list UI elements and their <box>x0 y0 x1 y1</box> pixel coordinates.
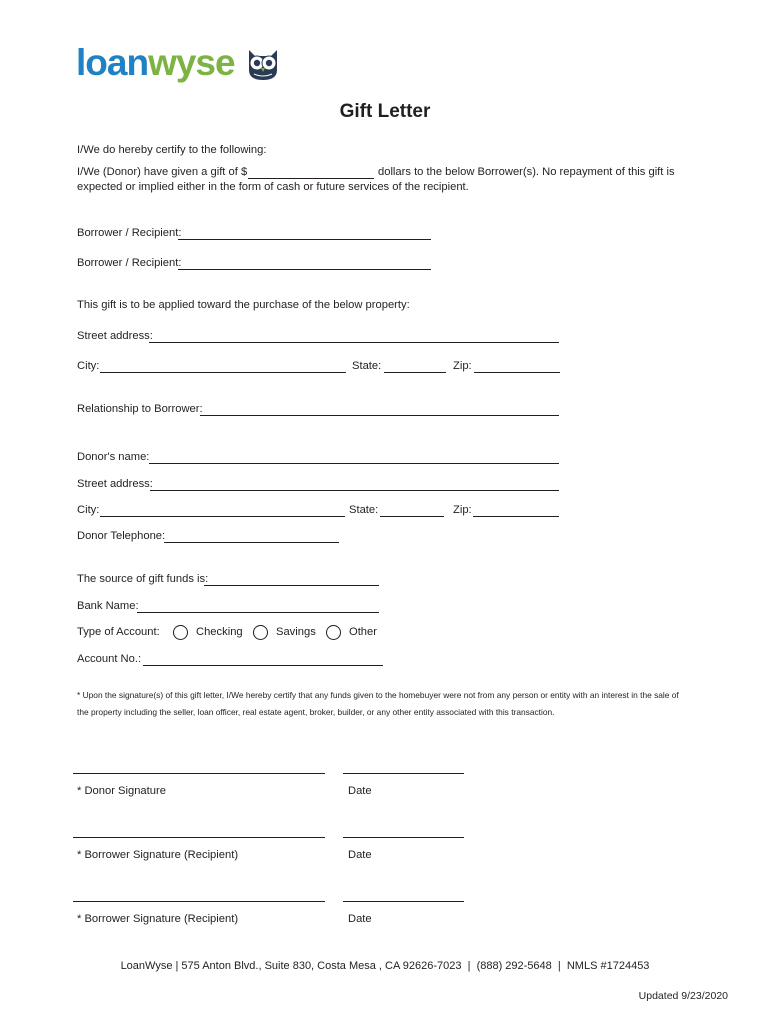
checking-radio[interactable] <box>173 625 188 640</box>
donor-date-label: Date <box>348 785 372 797</box>
donor-name-field[interactable] <box>149 463 559 464</box>
footer-contact: LoanWyse | 575 Anton Blvd., Suite 830, Costa Mesa , CA 92626-7023 | (888) 292-5648 | NMLS #1724453 <box>120 960 650 972</box>
bank-name-label: Bank Name: <box>77 600 139 612</box>
borrower-date-line-2[interactable] <box>343 901 464 902</box>
donor-telephone-label: Donor Telephone: <box>77 530 166 542</box>
borrower-date-label-1: Date <box>348 849 372 861</box>
checking-label: Checking <box>196 626 243 638</box>
borrower-field-2[interactable] <box>178 269 431 270</box>
funds-source-label: The source of gift funds is: <box>77 573 209 585</box>
borrower-signature-line-2[interactable] <box>73 901 325 902</box>
borrower-signature-label-1: * Borrower Signature (Recipient) <box>77 849 239 861</box>
borrower-signature-label-2: * Borrower Signature (Recipient) <box>77 913 239 925</box>
property-city-field[interactable] <box>100 372 346 373</box>
relationship-label: Relationship to Borrower: <box>77 403 203 415</box>
gift-statement-line2: expected or implied either in the form of cash or future services of the recipient. <box>77 181 469 193</box>
account-no-field[interactable] <box>143 665 383 666</box>
donor-state-label: State: <box>349 504 379 516</box>
logo-text-loan: loan <box>76 42 149 83</box>
donor-telephone-field[interactable] <box>164 542 339 543</box>
certification-note-line1: * Upon the signature(s) of this gift letter, I/We hereby certify that any funds given to the homebuyer were not from any person or entity with an interest in the sale of <box>77 690 679 700</box>
property-state-label: State: <box>352 360 382 372</box>
certification-note-line2: the property including the seller, loan officer, real estate agent, broker, builder, or any other entity associated with this transaction. <box>77 707 555 717</box>
savings-radio[interactable] <box>253 625 268 640</box>
donor-street-field[interactable] <box>150 490 559 491</box>
donor-name-label: Donor's name: <box>77 451 150 463</box>
property-city-label: City: <box>77 360 100 372</box>
borrower-date-label-2: Date <box>348 913 372 925</box>
owl-logo-icon <box>245 44 281 82</box>
donor-city-label: City: <box>77 504 100 516</box>
borrower-field-1[interactable] <box>178 239 431 240</box>
company-logo <box>76 43 235 83</box>
logo-text-wyse: wyse <box>148 42 235 83</box>
borrower-date-line-1[interactable] <box>343 837 464 838</box>
donor-state-field[interactable] <box>380 516 444 517</box>
gift-statement-cont: dollars to the below Borrower(s). No repayment of this gift is <box>378 166 675 178</box>
property-street-field[interactable] <box>149 342 559 343</box>
donor-signature-label: * Donor Signature <box>77 785 166 797</box>
borrower-label-1: Borrower / Recipient: <box>77 227 182 239</box>
borrower-label-2: Borrower / Recipient: <box>77 257 182 269</box>
updated-date: Updated 9/23/2020 <box>638 990 728 1002</box>
bank-name-field[interactable] <box>137 612 379 613</box>
property-street-label: Street address: <box>77 330 153 342</box>
donor-signature-line[interactable] <box>73 773 325 774</box>
funds-source-field[interactable] <box>204 585 379 586</box>
other-radio[interactable] <box>326 625 341 640</box>
donor-city-field[interactable] <box>100 516 345 517</box>
other-label: Other <box>349 626 377 638</box>
account-no-label: Account No.: <box>77 653 142 665</box>
donor-street-label: Street address: <box>77 478 153 490</box>
account-type-label: Type of Account: <box>77 626 160 638</box>
property-intro: This gift is to be applied toward the purchase of the below property: <box>77 299 410 311</box>
donor-zip-label: Zip: <box>453 504 472 516</box>
property-zip-field[interactable] <box>474 372 560 373</box>
gift-amount-label: I/We (Donor) have given a gift of $ <box>77 166 248 178</box>
document-title: Gift Letter <box>339 101 431 122</box>
relationship-field[interactable] <box>200 415 559 416</box>
gift-amount-field[interactable] <box>248 178 374 179</box>
property-state-field[interactable] <box>384 372 446 373</box>
certify-statement: I/We do hereby certify to the following: <box>77 144 267 156</box>
donor-zip-field[interactable] <box>473 516 559 517</box>
borrower-signature-line-1[interactable] <box>73 837 325 838</box>
donor-date-line[interactable] <box>343 773 464 774</box>
property-zip-label: Zip: <box>453 360 472 372</box>
savings-label: Savings <box>276 626 316 638</box>
